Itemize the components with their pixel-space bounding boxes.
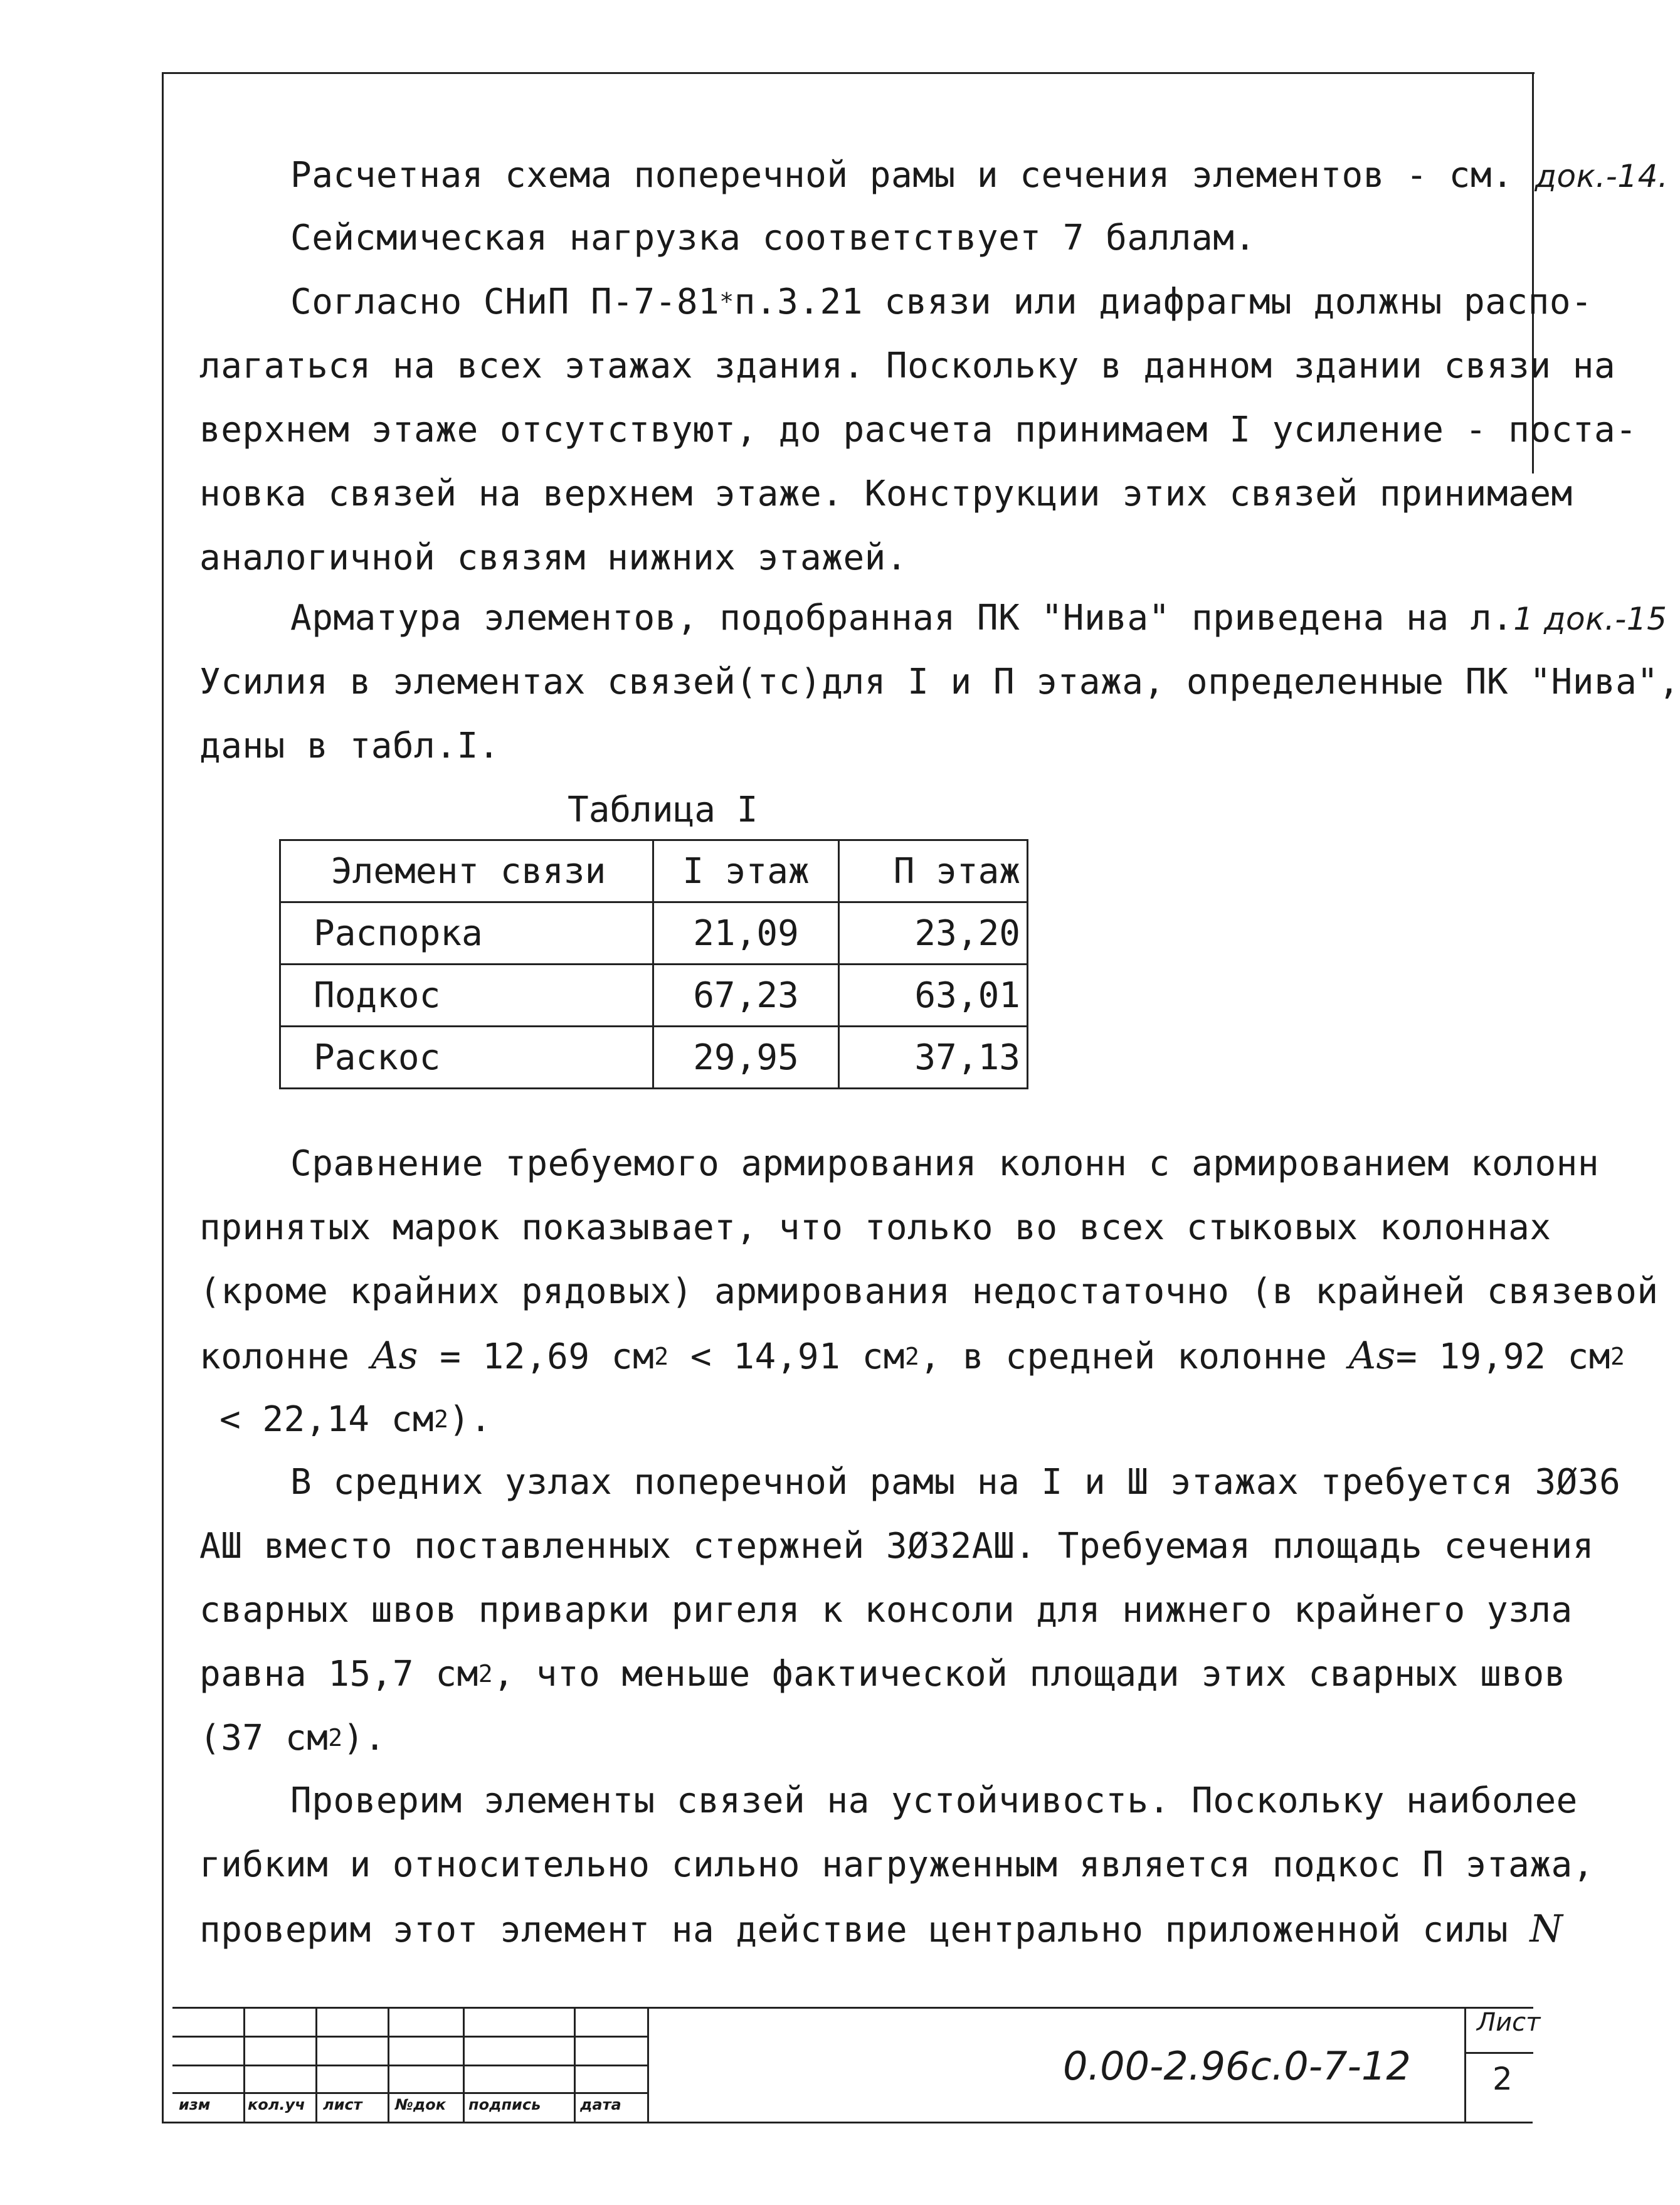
table-cell: 37,13 bbox=[839, 1027, 1028, 1089]
text-line: новка связей на верхнем этаже. Конструкции этих связей принимаем bbox=[199, 473, 1573, 514]
table-cell: 21,09 bbox=[653, 902, 839, 965]
stamp-label-kol-uch: кол.уч bbox=[248, 2096, 305, 2113]
forces-table bbox=[279, 839, 1028, 1089]
table-cell: Раскос bbox=[280, 1027, 653, 1089]
text-line: аналогичной связям нижних этажей. bbox=[199, 537, 908, 578]
text-line: колонне As = 12,69 $см^2 < 14,91$ $см^2$, в средней колонне As= 19,92 $см^2$ bbox=[199, 1334, 1625, 1378]
text-line: АШ вместо поставленных стержней 3Ø32АШ. Требуемая площадь сечения bbox=[199, 1526, 1594, 1567]
document-code: 0.00-2.96с.0-7-12 bbox=[1063, 2043, 1411, 2089]
text-line: равна 15,7 $см^2$, что меньше фактической площади этих сварных швов bbox=[199, 1654, 1566, 1695]
text-line: Расчетная схема поперечной рамы и сечения элементов - см. док.-14. bbox=[290, 155, 1669, 196]
table-row bbox=[280, 965, 1028, 1027]
table-cell: 63,01 bbox=[839, 965, 1028, 1027]
stamp-label-data: дата bbox=[580, 2096, 621, 2113]
text-line: проверим этот элемент на действие центрально приложенной силы N bbox=[199, 1907, 1563, 1951]
stamp-rule bbox=[1464, 2052, 1533, 2054]
table-header: П этаж bbox=[839, 840, 1028, 902]
text-line: принятых марок показывает, что только во всех стыковых колоннах bbox=[199, 1207, 1551, 1248]
sheet-label: Лист bbox=[1477, 2008, 1541, 2037]
stamp-rule bbox=[647, 2007, 649, 2123]
star-mark: * bbox=[719, 288, 734, 315]
doc-reference: 1 док.-15 bbox=[1513, 601, 1667, 637]
text-line: Согласно СНиП П-7-81*п.3.21 связи или диафрагмы должны распо- bbox=[290, 282, 1593, 322]
table-cell: 29,95 bbox=[653, 1027, 839, 1089]
title-block bbox=[172, 2007, 1541, 2123]
table-row bbox=[280, 902, 1028, 965]
stamp-rule bbox=[463, 2007, 465, 2123]
text-line: Усилия в элементах связей(тс)для I и П этажа, определенные ПК "Нива", bbox=[199, 662, 1680, 702]
table-cell: Распорка bbox=[280, 902, 653, 965]
text-line: сварных швов приварки ригеля к консоли для нижнего крайнего узла bbox=[199, 1590, 1573, 1631]
stamp-label-podpis: подпись bbox=[468, 2096, 541, 2113]
text-line: даны в табл.I. bbox=[199, 726, 500, 766]
text-line: гибким и относительно сильно нагруженным является подкос П этажа, bbox=[199, 1844, 1594, 1885]
table-header: I этаж bbox=[653, 840, 839, 902]
table-row bbox=[280, 1027, 1028, 1089]
table-caption: Таблица I bbox=[568, 790, 758, 830]
stamp-rule bbox=[388, 2007, 389, 2123]
text-line: лагаться на всех этажах здания. Поскольку в данном здании связи на bbox=[199, 346, 1616, 386]
text-line: В средних узлах поперечной рамы на I и Ш этажах требуется 3Ø36 bbox=[290, 1462, 1621, 1503]
table-header-row bbox=[280, 840, 1028, 902]
stamp-label-izm: изм bbox=[179, 2096, 211, 2113]
doc-reference: док.-14. bbox=[1535, 158, 1669, 194]
stamp-rule bbox=[172, 2007, 1533, 2009]
text-line: < 22,14 $см^2$). bbox=[219, 1399, 492, 1440]
sheet-number: 2 bbox=[1492, 2061, 1513, 2097]
stamp-rule bbox=[243, 2007, 245, 2123]
text-line: Проверим элементы связей на устойчивость. Поскольку наиболее bbox=[290, 1780, 1578, 1821]
text-line: Сравнение требуемого армирования колонн с армированием колонн bbox=[290, 1143, 1600, 1184]
stamp-rule bbox=[574, 2007, 576, 2123]
text-line: Сейсмическая нагрузка соответствует 7 баллам. bbox=[290, 218, 1256, 258]
table-cell: 23,20 bbox=[839, 902, 1028, 965]
table-cell: Подкос bbox=[280, 965, 653, 1027]
force-symbol: N bbox=[1529, 1907, 1563, 1951]
area-symbol: As bbox=[1348, 1334, 1396, 1378]
stamp-label-ndok: №док bbox=[395, 2096, 446, 2113]
stamp-rule bbox=[1464, 2007, 1466, 2123]
text-line: верхнем этаже отсутствуют, до расчета принимаем I усиление - поста- bbox=[199, 410, 1637, 450]
table-header: Элемент связи bbox=[280, 840, 653, 902]
text-line: (37 $см^2$). bbox=[199, 1718, 386, 1758]
text-line: (кроме крайних рядовых) армирования недостаточно (в крайней связевой bbox=[199, 1271, 1659, 1312]
stamp-label-list: лист bbox=[323, 2096, 362, 2113]
text-line: Арматура элементов, подобранная ПК "Нива" приведена на л.1 док.-15 bbox=[290, 598, 1667, 638]
table-cell: 67,23 bbox=[653, 965, 839, 1027]
area-symbol: As bbox=[371, 1334, 418, 1378]
stamp-rule bbox=[315, 2007, 317, 2123]
